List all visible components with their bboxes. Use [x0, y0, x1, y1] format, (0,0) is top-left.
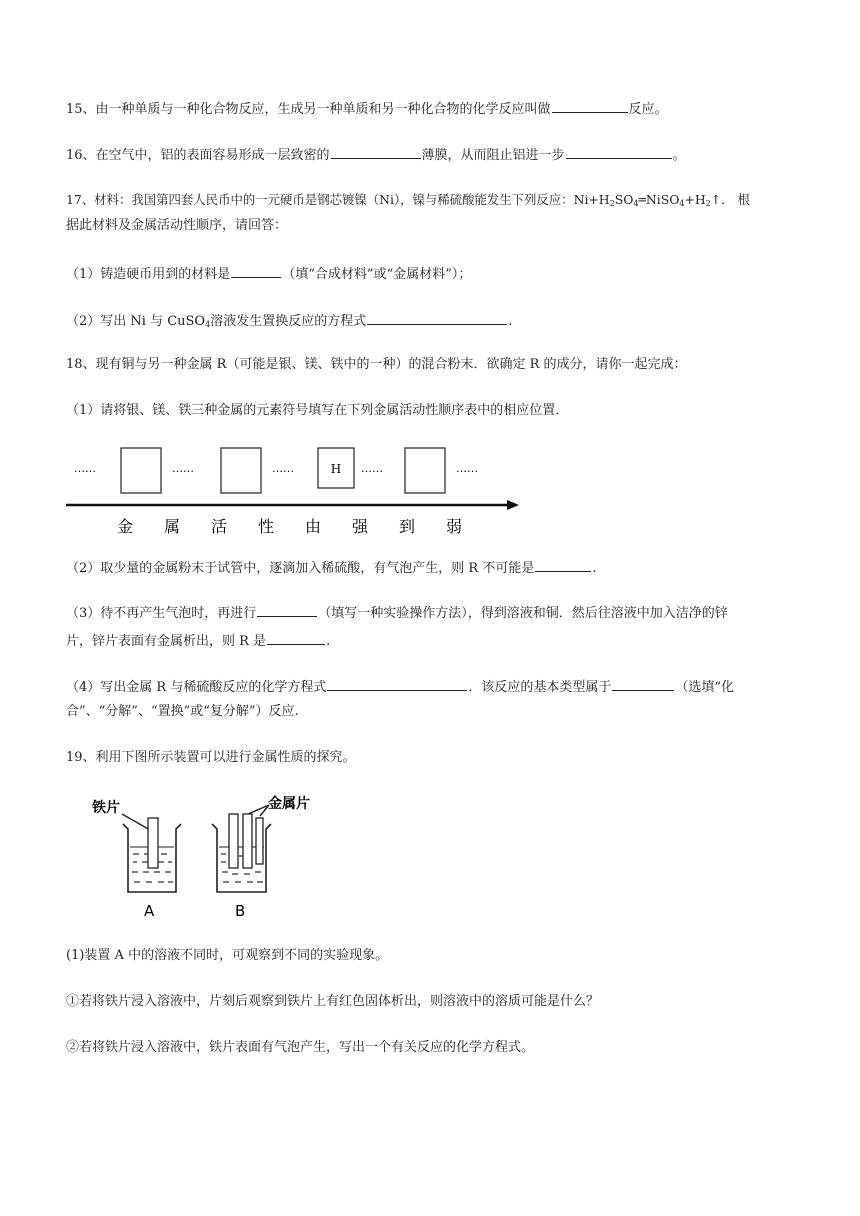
q17-eq-4: +H	[684, 192, 706, 207]
q18-p4-text: （4）写出金属 R 与稀硫酸反应的化学方程式	[66, 680, 327, 695]
dots-3: ……	[272, 462, 294, 475]
iron-plate	[148, 818, 158, 868]
dots-1: ……	[74, 462, 96, 475]
dots-2: ……	[172, 462, 194, 475]
q18-p3-mid: （填写一种实验操作方法），得到溶液和铜．然后往溶液中加入洁净的锌	[318, 606, 728, 621]
q18-p2-tail: .	[592, 561, 597, 576]
q18-p3-blank-1[interactable]	[257, 601, 317, 617]
axis-labels	[117, 517, 462, 536]
q19-part-1b: ②若将铁片浸入溶液中，铁片表面有气泡产生，写出一个有关反应的化学方程式。	[66, 1040, 535, 1055]
q18-p4-tail: （选填“化	[675, 680, 734, 695]
q17-line1: 17、材料：我国第四套人民币中的一元硬币是钢芯镀镍（Ni），镍与稀硫酸能发生下列反应：Ni+H	[66, 192, 610, 207]
axis-char: 性	[257, 517, 275, 536]
q19-part-1a: ①若将铁片浸入溶液中，片刻后观察到铁片上有红色固体析出，则溶液中的溶质可能是什么？	[66, 994, 600, 1009]
q18-part-3-line-2	[66, 629, 330, 652]
hydrogen-label: H	[330, 462, 342, 476]
axis-char: 活	[210, 517, 228, 536]
q18-p3-tail: .	[326, 634, 331, 649]
q18-p4-blank-2[interactable]	[612, 675, 674, 691]
blank-box-1[interactable]	[121, 448, 161, 493]
q18-part-3-line-1	[66, 601, 728, 624]
beaker-apparatus-figure	[92, 792, 332, 922]
q18-p4-blank-1[interactable]	[327, 675, 467, 691]
q17-line-1	[66, 190, 750, 214]
blank-box-2[interactable]	[221, 448, 261, 493]
q18-p2-text: （2）取少量的金属粉末于试管中，逐滴加入稀硫酸，有气泡产生，则 R 不可能是	[66, 561, 535, 576]
q17-p2-tail: .	[508, 314, 513, 329]
metal-plate-1	[229, 814, 238, 868]
blank-box-3[interactable]	[405, 448, 445, 493]
axis-char: 弱	[445, 517, 463, 536]
q18-p4-mid: ．该反应的基本类型属于	[468, 680, 612, 695]
q18-part-1: （1）请将银、镁、铁三种金属的元素符号填写在下列金属活动性顺序表中的相应位置．	[66, 403, 569, 418]
q18-part-4-line-1	[66, 675, 734, 698]
q17-sub-3: 4	[679, 199, 685, 208]
q17-p1-blank[interactable]	[231, 262, 281, 278]
q15-tail: 反应。	[628, 102, 668, 117]
q16-tail: 。	[672, 148, 686, 163]
label-b: B	[235, 902, 246, 920]
q17-p1-tail: （填“合成材料”或“金属材料”）；	[282, 267, 472, 282]
q17-sub-1: 2	[609, 199, 615, 208]
q17-part-2	[66, 309, 512, 335]
q16-mid: 薄膜，从而阻止铝进一步	[421, 148, 565, 163]
metal-plate-3	[256, 818, 263, 864]
axis-char: 金	[116, 517, 134, 536]
axis-arrowhead	[507, 500, 519, 510]
q17-p2-sub: 4	[205, 320, 211, 329]
q17-part-1	[66, 262, 471, 285]
dots-4: ……	[361, 462, 383, 475]
q18-part-2	[66, 556, 596, 579]
q17-p2-blank[interactable]	[367, 309, 507, 325]
q17-eq-2: SO	[614, 192, 634, 207]
q17-sub-2: 4	[633, 199, 639, 208]
q17-eq-5: ↑． 根	[710, 192, 750, 207]
q15-line	[66, 97, 668, 120]
q17-p2-text: （2）写出 Ni 与 CuSO	[66, 314, 206, 329]
q18-p3-blank-2[interactable]	[267, 629, 325, 645]
q19-intro: 19、利用下图所示装置可以进行金属性质的探究。	[66, 750, 356, 765]
q19-part-1: (1)装置 A 中的溶液不同时，可观察到不同的实验现象。	[66, 948, 389, 963]
q18-intro: 18、现有铜与另一种金属 R（可能是银、镁、铁中的一种）的混合粉末．欲确定 R 的成分，请你一起完成：	[66, 357, 687, 372]
dots-5: ……	[456, 462, 478, 475]
q16-blank-2[interactable]	[566, 143, 672, 159]
axis-char: 由	[304, 517, 322, 536]
q16-text: 16、在空气中，铝的表面容易形成一层致密的	[66, 148, 330, 163]
label-metal-plate: 金属片	[268, 796, 310, 812]
axis-char: 属	[163, 517, 181, 536]
q18-p2-blank[interactable]	[535, 556, 591, 572]
label-iron-plate: 铁片	[92, 800, 120, 816]
q17-p2-mid: 溶液发生置换反应的方程式	[210, 314, 367, 329]
q15-blank[interactable]	[552, 97, 628, 113]
q16-blank-1[interactable]	[331, 143, 421, 159]
axis-char: 到	[398, 517, 416, 536]
label-a: A	[144, 902, 155, 920]
q17-line-2: 据此材料及金属活动性顺序，请回答：	[66, 218, 288, 233]
q18-p3-line2: 片，锌片表面有金属析出，则 R 是	[66, 634, 267, 649]
q18-part-4-line-2: 合”、“分解”、“置换”或“复分解”）反应.	[66, 704, 299, 719]
q17-sub-4: 2	[705, 199, 711, 208]
q17-eq-3: ═NiSO	[638, 192, 680, 207]
q18-p3-text: （3）待不再产生气泡时，再进行	[66, 606, 257, 621]
axis-char: 强	[351, 517, 369, 536]
q17-p1-text: （1）铸造硬币用到的材料是	[66, 267, 231, 282]
q15-text: 15、由一种单质与一种化合物反应，生成另一种单质和另一种化合物的化学反应叫做	[66, 102, 551, 117]
activity-series-diagram	[64, 440, 524, 540]
metal-plate-2	[243, 814, 252, 868]
q16-line	[66, 143, 686, 166]
